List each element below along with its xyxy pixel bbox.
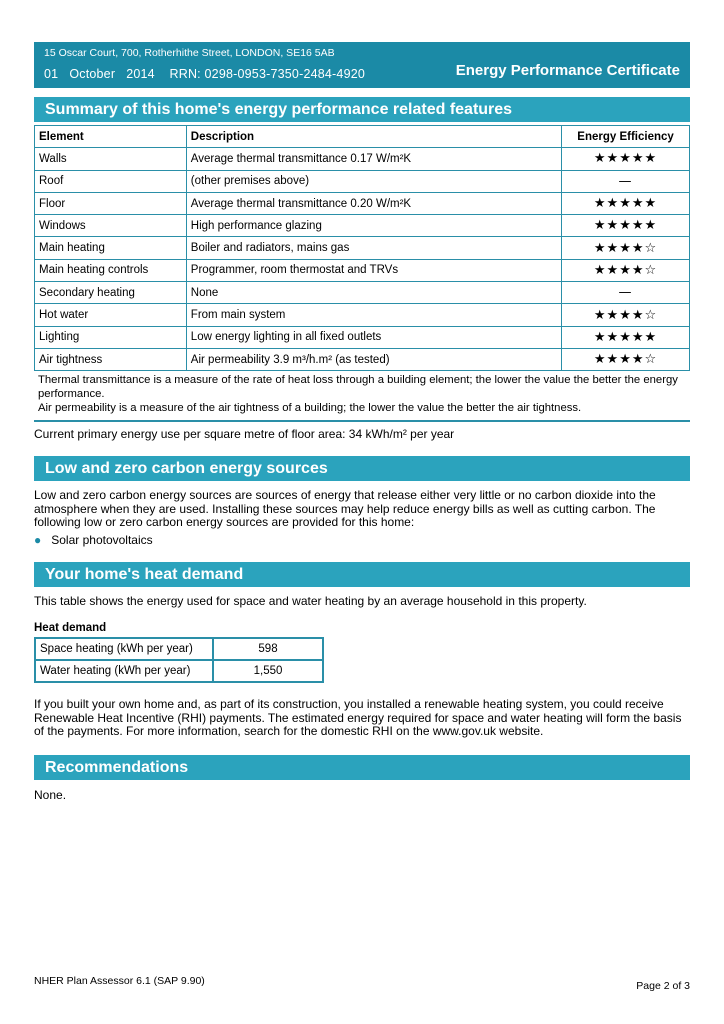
- rating-stars: ★★★★★: [562, 192, 690, 214]
- heat-value: 1,550: [213, 660, 323, 682]
- row-description: (other premises above): [186, 170, 561, 192]
- table-row: [35, 215, 690, 237]
- recommendations-text: None.: [34, 788, 67, 802]
- bullet-icon: ●: [34, 533, 42, 547]
- column-header-description: Description: [186, 126, 561, 148]
- row-description: From main system: [186, 304, 561, 326]
- rating-stars: —: [562, 282, 690, 304]
- row-element: Main heating controls: [35, 259, 187, 281]
- rating-stars: ★★★★★: [562, 148, 690, 170]
- summary-heading: Summary of this home's energy performance related features: [34, 97, 690, 122]
- row-description: Average thermal transmittance 0.20 W/m²K: [186, 192, 561, 214]
- lzc-heading: Low and zero carbon energy sources: [34, 456, 690, 481]
- table-row: [35, 148, 690, 170]
- certificate-header: [34, 42, 690, 88]
- rating-stars: ★★★★☆: [562, 259, 690, 281]
- rating-stars: ★★★★★: [562, 326, 690, 348]
- heat-label: Water heating (kWh per year): [35, 660, 213, 682]
- table-row: [35, 192, 690, 214]
- row-description: Air permeability 3.9 m³/h.m² (as tested): [186, 348, 561, 370]
- heat-label: Space heating (kWh per year): [35, 638, 213, 660]
- column-header-element: Element: [35, 126, 187, 148]
- rating-stars: —: [562, 170, 690, 192]
- row-element: Main heating: [35, 237, 187, 259]
- row-element: Windows: [35, 215, 187, 237]
- property-address: 15 Oscar Court, 700, Rotherhithe Street, LONDON, SE16 5AB: [44, 47, 335, 59]
- rating-stars: ★★★★★: [562, 215, 690, 237]
- row-element: Floor: [35, 192, 187, 214]
- heat-demand-table: [34, 637, 324, 683]
- row-element: Walls: [35, 148, 187, 170]
- table-row: [35, 348, 690, 370]
- lzc-description: Low and zero carbon energy sources are sources of energy that release either very little or no carbon dioxide into the atmosphere when they are used. Installing these sources may help reduce energy bills as well as cutting carbon. The following low or zero carbon energy sources are provided for this home:: [34, 488, 656, 529]
- row-element: Roof: [35, 170, 187, 192]
- row-element: Secondary heating: [35, 282, 187, 304]
- heat-demand-heading: Your home's heat demand: [34, 562, 690, 587]
- summary-notes: [34, 370, 690, 422]
- rating-stars: ★★★★☆: [562, 348, 690, 370]
- table-row: [35, 170, 690, 192]
- rating-stars: ★★★★☆: [562, 304, 690, 326]
- column-header-efficiency: Energy Efficiency: [562, 126, 690, 148]
- heat-demand-table-title: Heat demand: [34, 622, 107, 634]
- heat-value: 598: [213, 638, 323, 660]
- row-description: Low energy lighting in all fixed outlets: [186, 326, 561, 348]
- recommendations-heading: Recommendations: [34, 755, 690, 780]
- table-row: [35, 237, 690, 259]
- lzc-item: Solar photovoltaics: [51, 533, 153, 547]
- table-row: [35, 660, 323, 682]
- summary-table: [34, 125, 690, 371]
- row-element: Air tightness: [35, 348, 187, 370]
- thermal-transmittance-note: Thermal transmittance is a measure of the rate of heat loss through a building element; the lower the value the better the energy performance.: [38, 374, 678, 400]
- table-row: [35, 326, 690, 348]
- table-row: [35, 638, 323, 660]
- row-element: Lighting: [35, 326, 187, 348]
- page-number: Page 2 of 3: [636, 980, 690, 992]
- table-row: [35, 282, 690, 304]
- primary-energy-use: Current primary energy use per square metre of floor area: 34 kWh/m² per year: [34, 427, 455, 441]
- table-header-row: [35, 126, 690, 148]
- rating-stars: ★★★★☆: [562, 237, 690, 259]
- row-element: Hot water: [35, 304, 187, 326]
- table-row: [35, 259, 690, 281]
- row-description: None: [186, 282, 561, 304]
- rhi-text: If you built your own home and, as part of its construction, you installed a renewable heating system, you could receive Renewable Heat Incentive (RHI) payments. The estimated energy required for space and water heating will form the basis of the payments. For more information, search for the domestic RHI on the www.gov.uk website.: [34, 697, 682, 738]
- air-permeability-note: Air permeability is a measure of the air tightness of a building; the lower the value the better the air tightness.: [38, 402, 582, 414]
- row-description: High performance glazing: [186, 215, 561, 237]
- table-row: [35, 304, 690, 326]
- row-description: Average thermal transmittance 0.17 W/m²K: [186, 148, 561, 170]
- heat-demand-intro: This table shows the energy used for space and water heating by an average household in this property.: [34, 594, 587, 608]
- certificate-title: Energy Performance Certificate: [455, 62, 680, 79]
- date-and-rrn: 01 October 2014 RRN: 0298-0953-7350-2484-4920: [44, 67, 366, 81]
- software-version: NHER Plan Assessor 6.1 (SAP 9.90): [34, 975, 205, 987]
- list-item: [34, 534, 153, 548]
- row-description: Boiler and radiators, mains gas: [186, 237, 561, 259]
- row-description: Programmer, room thermostat and TRVs: [186, 259, 561, 281]
